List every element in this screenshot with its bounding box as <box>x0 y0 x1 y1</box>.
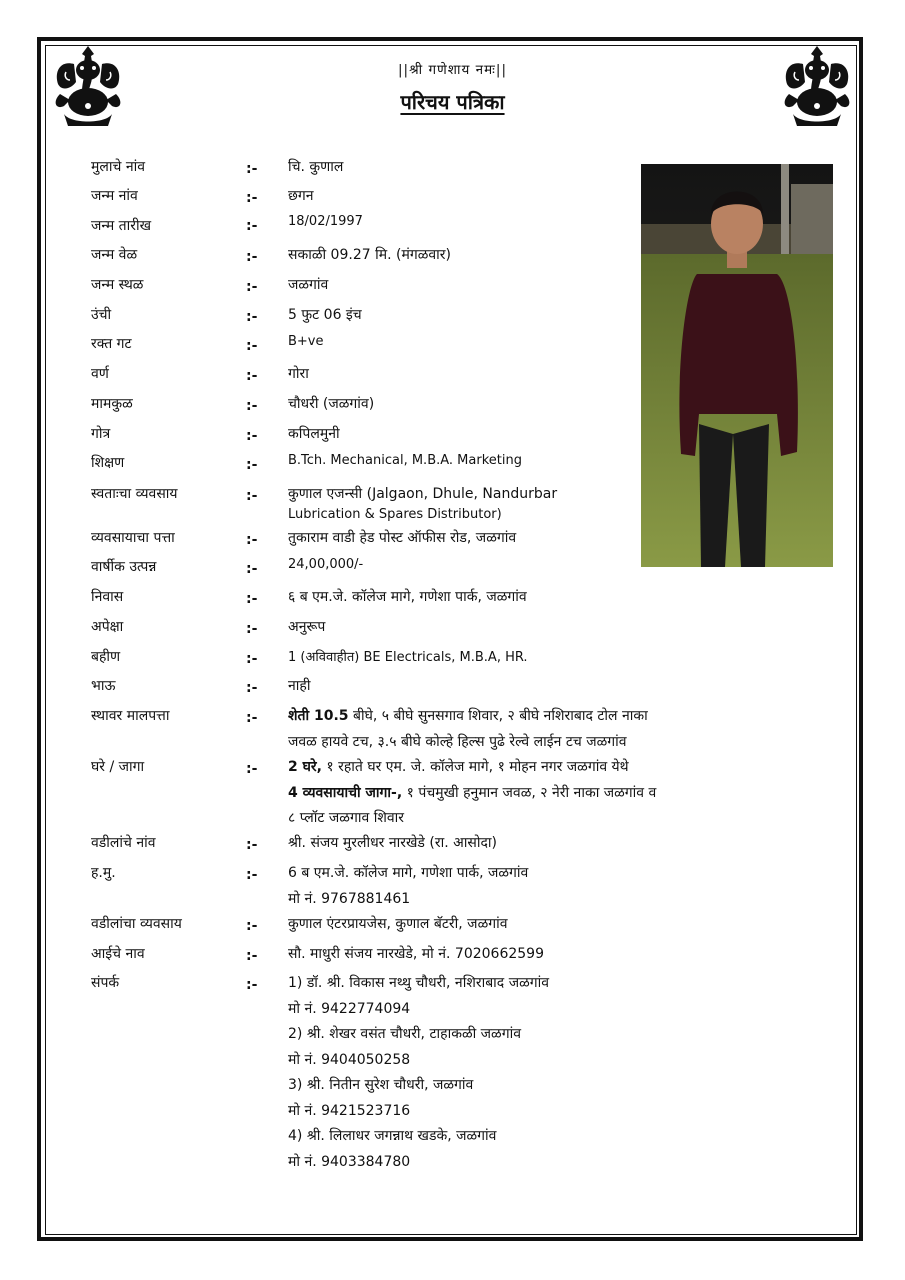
contact-phone: मो नं. 9403384780 <box>288 1154 411 1170</box>
field-value: शेती 10.5 बीघे, ५ बीघे सुनसगाव शिवार, २ बीघे नशिराबाद टोल नाका <box>288 708 648 724</box>
field-label: घरे / जागा <box>91 759 145 775</box>
field-value: चि. कुणाल <box>288 159 344 175</box>
field-value: श्री. संजय मुरलीधर नारखेडे (रा. आसोदा) <box>288 835 498 851</box>
field-label: जन्म वेळ <box>91 247 138 263</box>
field-separator: :- <box>246 651 258 667</box>
field-residence <box>0 587 905 611</box>
field-label: व्यवसायाचा पत्ता <box>91 530 175 546</box>
field-value: अनुरूप <box>288 619 326 635</box>
field-separator: :- <box>246 398 258 414</box>
ganesha-icon <box>775 44 859 128</box>
field-label: बहीण <box>91 649 121 665</box>
contact-phone: मो नं. 9404050258 <box>288 1052 411 1068</box>
field-separator: :- <box>246 977 258 993</box>
field-label: स्वताःचा व्यवसाय <box>91 486 178 502</box>
field-label: निवास <box>91 589 124 605</box>
field-birth-time <box>0 245 905 269</box>
field-birth-date <box>0 214 905 238</box>
page-title: परिचय पत्रिका <box>400 90 505 114</box>
field-separator: :- <box>246 249 258 265</box>
field-separator: :- <box>246 561 258 577</box>
field-separator: :- <box>246 761 258 777</box>
field-value: 5 फुट 06 इंच <box>288 307 362 323</box>
contact-name: 2) श्री. शेखर वसंत चौधरी, टाहाकळी जळगांव <box>288 1026 521 1042</box>
field-separator: :- <box>246 338 258 354</box>
field-birth-name <box>0 186 905 210</box>
field-label: शिक्षण <box>91 455 125 471</box>
field-gotra <box>0 424 905 448</box>
field-separator: :- <box>246 621 258 637</box>
field-separator: :- <box>246 161 258 177</box>
field-separator: :- <box>246 279 258 295</box>
invocation-text: ||श्री गणेशाय नमः|| <box>398 62 507 78</box>
field-value: 18/02/1997 <box>288 214 363 229</box>
field-value: नाही <box>288 678 311 694</box>
field-label: आईचे नाव <box>91 946 145 962</box>
field-value: कुणाल एंटरप्रायजेस, कुणाल बॅटरी, जळगांव <box>288 916 508 932</box>
field-label: वडीलांचा व्यवसाय <box>91 916 182 932</box>
field-separator: :- <box>246 710 258 726</box>
field-annual-income <box>0 557 905 581</box>
field-value: 24,00,000/- <box>288 557 364 572</box>
ganesha-icon <box>46 44 130 128</box>
field-complexion <box>0 364 905 388</box>
field-label: वडीलांचे नांव <box>91 835 156 851</box>
field-label: जन्म स्थळ <box>91 277 144 293</box>
field-birth-place <box>0 275 905 299</box>
field-label: गोत्र <box>91 426 111 442</box>
field-value-line2: 4 व्यवसायाची जागा-, १ पंचमुखी हनुमान जवळ, २ नेरी नाका जळगांव व <box>288 785 657 801</box>
field-business-address <box>0 528 905 552</box>
field-label: भाऊ <box>91 678 116 694</box>
field-separator: :- <box>246 680 258 696</box>
field-separator: :- <box>246 428 258 444</box>
field-height <box>0 305 905 329</box>
field-value: 6 ब एम.जे. कॉलेज मागे, गणेशा पार्क, जळगांव <box>288 865 529 881</box>
field-blood-group <box>0 334 905 358</box>
field-brother <box>0 676 905 700</box>
field-value: छगन <box>288 188 314 204</box>
field-label: मुलाचे नांव <box>91 159 146 175</box>
field-father-name <box>0 833 905 857</box>
field-label: संपर्क <box>91 975 120 991</box>
field-label: स्थावर मालपत्ता <box>91 708 170 724</box>
field-current-address <box>0 863 905 909</box>
contact-name: 3) श्री. नितीन सुरेश चौधरी, जळगांव <box>288 1077 474 1093</box>
field-separator: :- <box>246 837 258 853</box>
field-separator: :- <box>246 488 258 504</box>
field-value: सौ. माधुरी संजय नारखेडे, मो नं. 7020662599 <box>288 946 544 962</box>
field-separator: :- <box>246 532 258 548</box>
field-houses <box>0 757 905 833</box>
field-expectation <box>0 617 905 641</box>
field-value-line2: जवळ हायवे टच, ३.५ बीघे कोल्हे हिल्स पुढे रेल्वे लाईन टच जळगांव <box>288 734 627 750</box>
field-value: 1 (अविवाहीत) BE Electricals, M.B.A, HR. <box>288 650 528 665</box>
field-value-line3: ८ प्लॉट जळगाव शिवार <box>288 810 404 826</box>
field-value: 2 घरे, १ रहाते घर एम. जे. कॉलेज मागे, १ मोहन नगर जळगांव येथे <box>288 759 629 775</box>
field-label: अपेक्षा <box>91 619 124 635</box>
field-separator: :- <box>246 309 258 325</box>
field-contact <box>0 973 905 1173</box>
field-father-business <box>0 914 905 938</box>
contact-phone: मो नं. 9421523716 <box>288 1103 411 1119</box>
field-label: रक्त गट <box>91 336 132 352</box>
field-separator: :- <box>246 918 258 934</box>
field-label: जन्म नांव <box>91 188 138 204</box>
field-separator: :- <box>246 368 258 384</box>
field-separator: :- <box>246 591 258 607</box>
field-separator: :- <box>246 867 258 883</box>
field-separator: :- <box>246 457 258 473</box>
field-value: गोरा <box>288 366 309 382</box>
contact-phone: मो नं. 9422774094 <box>288 1001 411 1017</box>
field-label: ह.मु. <box>91 865 116 881</box>
field-value: B+ve <box>288 334 324 349</box>
field-value: तुकाराम वाडी हेड पोस्ट ऑफीस रोड, जळगांव <box>288 530 517 546</box>
field-label: जन्म तारीख <box>91 218 152 234</box>
field-value: सकाळी 09.27 मि. (मंगळवार) <box>288 247 451 263</box>
phone-number: मो नं. 9767881461 <box>288 891 411 907</box>
field-business <box>0 484 905 530</box>
field-value: ६ ब एम.जे. कॉलेज मागे, गणेशा पार्क, जळगांव <box>288 589 527 605</box>
field-education <box>0 453 905 477</box>
field-label: वार्षीक उत्पन्न <box>91 559 157 575</box>
field-separator: :- <box>246 190 258 206</box>
field-value: B.Tch. Mechanical, M.B.A. Marketing <box>288 453 522 468</box>
contact-name: 1) डॉ. श्री. विकास नथ्थु चौधरी, नशिराबाद जळगांव <box>288 975 550 991</box>
field-sister <box>0 647 905 671</box>
field-value: चौधरी (जळगांव) <box>288 396 375 412</box>
field-label: मामकुळ <box>91 396 133 412</box>
field-value: कपिलमुनी <box>288 426 340 442</box>
field-name <box>0 157 905 181</box>
field-maternal-family <box>0 394 905 418</box>
field-separator: :- <box>246 948 258 964</box>
field-separator: :- <box>246 218 258 234</box>
field-value: कुणाल एजन्सी (Jalgaon, Dhule, Nandurbar <box>288 486 558 502</box>
field-mother-name <box>0 944 905 968</box>
field-property <box>0 706 905 756</box>
field-value-line2: Lubrication & Spares Distributor) <box>288 507 502 522</box>
contact-name: 4) श्री. लिलाधर जगन्नाथ खडके, जळगांव <box>288 1128 497 1144</box>
field-label: उंची <box>91 307 112 323</box>
field-value: जळगांव <box>288 277 329 293</box>
field-label: वर्ण <box>91 366 109 382</box>
